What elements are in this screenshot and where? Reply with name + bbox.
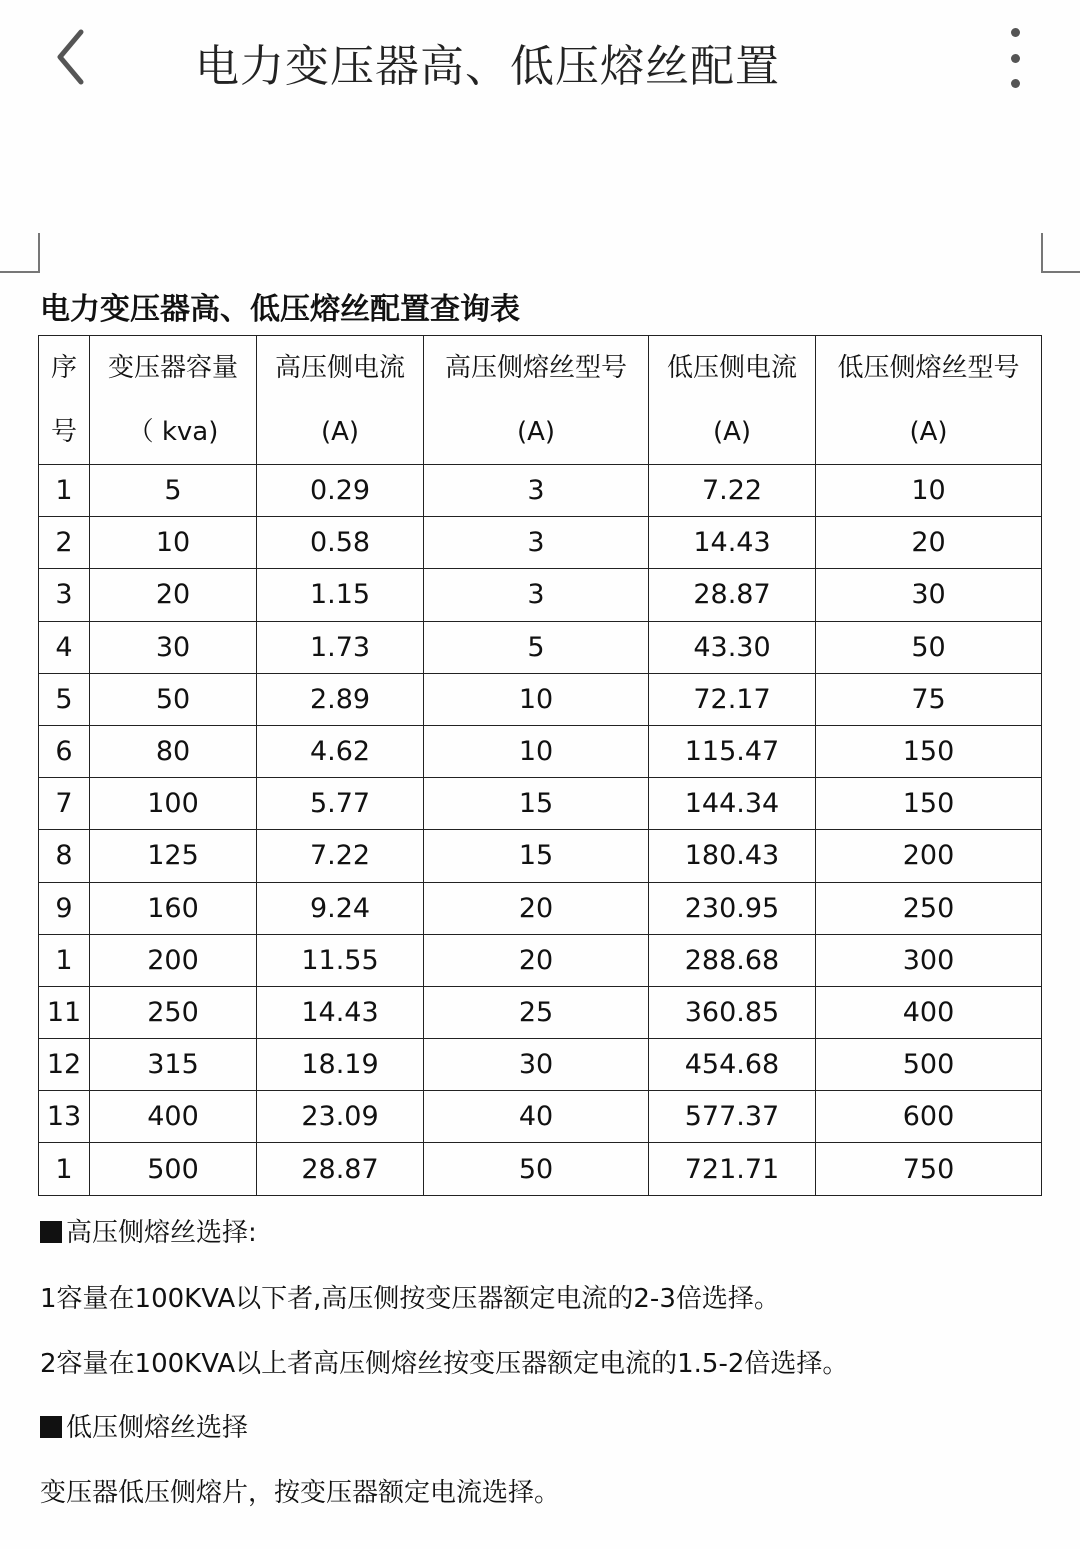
table-header-row bbox=[39, 336, 1042, 465]
table-cell: 454.68 bbox=[649, 1039, 816, 1091]
table-cell: 11 bbox=[39, 986, 90, 1038]
table-row bbox=[39, 830, 1042, 882]
table-cell: 360.85 bbox=[649, 986, 816, 1038]
column-header bbox=[816, 336, 1042, 465]
table-row bbox=[39, 1039, 1042, 1091]
table-cell: 315 bbox=[90, 1039, 257, 1091]
low-side-title-text: 低压侧熔丝选择 bbox=[66, 1413, 249, 1443]
table-cell: 15 bbox=[424, 830, 649, 882]
column-header-unit: 号 bbox=[50, 417, 77, 447]
table-row bbox=[39, 465, 1042, 517]
table-cell: 6 bbox=[39, 725, 90, 777]
crop-mark-right bbox=[1041, 233, 1080, 273]
table-cell: 200 bbox=[816, 830, 1042, 882]
table-cell: 5 bbox=[424, 621, 649, 673]
table-cell: 250 bbox=[90, 986, 257, 1038]
square-bullet-icon bbox=[40, 1221, 62, 1243]
table-cell: 5 bbox=[90, 465, 257, 517]
column-header bbox=[424, 336, 649, 465]
table-cell: 200 bbox=[90, 934, 257, 986]
table-cell: 100 bbox=[90, 778, 257, 830]
column-header-label: 变压器容量 bbox=[107, 353, 238, 383]
table-cell: 30 bbox=[424, 1039, 649, 1091]
table-body bbox=[39, 465, 1042, 1196]
table-row bbox=[39, 517, 1042, 569]
column-header bbox=[257, 336, 424, 465]
table-cell: 0.58 bbox=[257, 517, 424, 569]
table-cell: 14.43 bbox=[257, 986, 424, 1038]
table-cell: 7.22 bbox=[649, 465, 816, 517]
table-cell: 1.73 bbox=[257, 621, 424, 673]
table-cell: 150 bbox=[816, 725, 1042, 777]
table-cell: 20 bbox=[424, 882, 649, 934]
table-cell: 180.43 bbox=[649, 830, 816, 882]
column-header-label: 高压侧电流 bbox=[274, 353, 405, 383]
table-cell: 10 bbox=[424, 673, 649, 725]
more-vertical-icon bbox=[1011, 28, 1020, 37]
column-header-label: 低压侧熔丝型号 bbox=[837, 353, 1020, 383]
high-side-rule-2: 2容量在100KVA以上者高压侧熔丝按变压器额定电流的1.5-2倍选择。 bbox=[40, 1349, 849, 1379]
table-cell: 3 bbox=[424, 465, 649, 517]
table-cell: 7 bbox=[39, 778, 90, 830]
table-cell: 9.24 bbox=[257, 882, 424, 934]
table-cell: 14.43 bbox=[649, 517, 816, 569]
table-row bbox=[39, 1143, 1042, 1195]
table-cell: 4 bbox=[39, 621, 90, 673]
table-row bbox=[39, 1091, 1042, 1143]
table-cell: 144.34 bbox=[649, 778, 816, 830]
table-cell: 15 bbox=[424, 778, 649, 830]
table-cell: 300 bbox=[816, 934, 1042, 986]
table-cell: 11.55 bbox=[257, 934, 424, 986]
table-cell: 7.22 bbox=[257, 830, 424, 882]
table-cell: 0.29 bbox=[257, 465, 424, 517]
table-cell: 40 bbox=[424, 1091, 649, 1143]
table-cell: 288.68 bbox=[649, 934, 816, 986]
table-cell: 3 bbox=[424, 517, 649, 569]
table-cell: 13 bbox=[39, 1091, 90, 1143]
table-cell: 5 bbox=[39, 673, 90, 725]
table-cell: 400 bbox=[90, 1091, 257, 1143]
table-header bbox=[39, 336, 1042, 465]
table-cell: 250 bbox=[816, 882, 1042, 934]
table-cell: 1.15 bbox=[257, 569, 424, 621]
table-cell: 2.89 bbox=[257, 673, 424, 725]
column-header-unit: (A) bbox=[516, 417, 556, 447]
column-header-label: 高压侧熔丝型号 bbox=[444, 353, 627, 383]
table-cell: 28.87 bbox=[649, 569, 816, 621]
table-cell: 10 bbox=[424, 725, 649, 777]
table-cell: 25 bbox=[424, 986, 649, 1038]
table-cell: 8 bbox=[39, 830, 90, 882]
column-header bbox=[39, 336, 90, 465]
table-cell: 115.47 bbox=[649, 725, 816, 777]
table-cell: 4.62 bbox=[257, 725, 424, 777]
column-header bbox=[90, 336, 257, 465]
table-cell: 1 bbox=[39, 465, 90, 517]
low-side-rule: 变压器低压侧熔片，按变压器额定电流选择。 bbox=[40, 1478, 561, 1508]
column-header-unit: (A) bbox=[320, 417, 360, 447]
table-cell: 9 bbox=[39, 882, 90, 934]
table-cell: 50 bbox=[90, 673, 257, 725]
table-cell: 5.77 bbox=[257, 778, 424, 830]
table-cell: 10 bbox=[816, 465, 1042, 517]
table-row bbox=[39, 569, 1042, 621]
table-cell: 1 bbox=[39, 1143, 90, 1195]
table-row bbox=[39, 986, 1042, 1038]
table-cell: 600 bbox=[816, 1091, 1042, 1143]
table-cell: 50 bbox=[816, 621, 1042, 673]
table-cell: 28.87 bbox=[257, 1143, 424, 1195]
table-cell: 750 bbox=[816, 1143, 1042, 1195]
table-row bbox=[39, 673, 1042, 725]
table-cell: 150 bbox=[816, 778, 1042, 830]
table-cell: 30 bbox=[90, 621, 257, 673]
table-cell: 577.37 bbox=[649, 1091, 816, 1143]
table-cell: 20 bbox=[424, 934, 649, 986]
table-row bbox=[39, 621, 1042, 673]
low-side-note-title bbox=[40, 1407, 248, 1444]
table-cell: 20 bbox=[816, 517, 1042, 569]
title-fade bbox=[795, 36, 875, 66]
back-button[interactable] bbox=[40, 22, 100, 92]
table-row bbox=[39, 778, 1042, 830]
table-cell: 43.30 bbox=[649, 621, 816, 673]
table-cell: 50 bbox=[424, 1143, 649, 1195]
table-cell: 30 bbox=[816, 569, 1042, 621]
table-cell: 721.71 bbox=[649, 1143, 816, 1195]
table-cell: 400 bbox=[816, 986, 1042, 1038]
table-cell: 12 bbox=[39, 1039, 90, 1091]
high-side-title-text: 高压侧熔丝选择: bbox=[66, 1218, 257, 1248]
table-cell: 3 bbox=[424, 569, 649, 621]
table-cell: 230.95 bbox=[649, 882, 816, 934]
high-side-rule-1: 1容量在100KVA以下者,高压侧按变压器额定电流的2-3倍选择。 bbox=[40, 1284, 780, 1314]
table-cell: 500 bbox=[816, 1039, 1042, 1091]
table-cell: 1 bbox=[39, 934, 90, 986]
table-cell: 72.17 bbox=[649, 673, 816, 725]
fuse-config-table bbox=[38, 335, 1042, 1196]
table-cell: 160 bbox=[90, 882, 257, 934]
column-header-label: 序 bbox=[50, 353, 77, 383]
document-heading: 电力变压器高、低压熔丝配置查询表 bbox=[40, 292, 520, 327]
table-cell: 18.19 bbox=[257, 1039, 424, 1091]
page-title: 电力变压器高、低压熔丝配置 bbox=[195, 41, 780, 92]
table-cell: 23.09 bbox=[257, 1091, 424, 1143]
table-cell: 3 bbox=[39, 569, 90, 621]
table-cell: 500 bbox=[90, 1143, 257, 1195]
column-header-unit: （ kva) bbox=[127, 417, 219, 447]
table-row bbox=[39, 725, 1042, 777]
chevron-left-icon bbox=[55, 29, 85, 85]
column-header-unit: (A) bbox=[712, 417, 752, 447]
crop-mark-left bbox=[0, 233, 40, 273]
table-cell: 2 bbox=[39, 517, 90, 569]
square-bullet-icon bbox=[40, 1416, 62, 1438]
table-row bbox=[39, 882, 1042, 934]
table-row bbox=[39, 934, 1042, 986]
column-header bbox=[649, 336, 816, 465]
column-header-unit: (A) bbox=[909, 417, 948, 447]
table-cell: 80 bbox=[90, 725, 257, 777]
app-header bbox=[0, 0, 1080, 115]
more-options-button[interactable] bbox=[990, 28, 1040, 88]
table-cell: 75 bbox=[816, 673, 1042, 725]
high-side-note-title bbox=[40, 1212, 257, 1249]
table-cell: 10 bbox=[90, 517, 257, 569]
table-cell: 125 bbox=[90, 830, 257, 882]
column-header-label: 低压侧电流 bbox=[666, 353, 797, 383]
table-cell: 20 bbox=[90, 569, 257, 621]
